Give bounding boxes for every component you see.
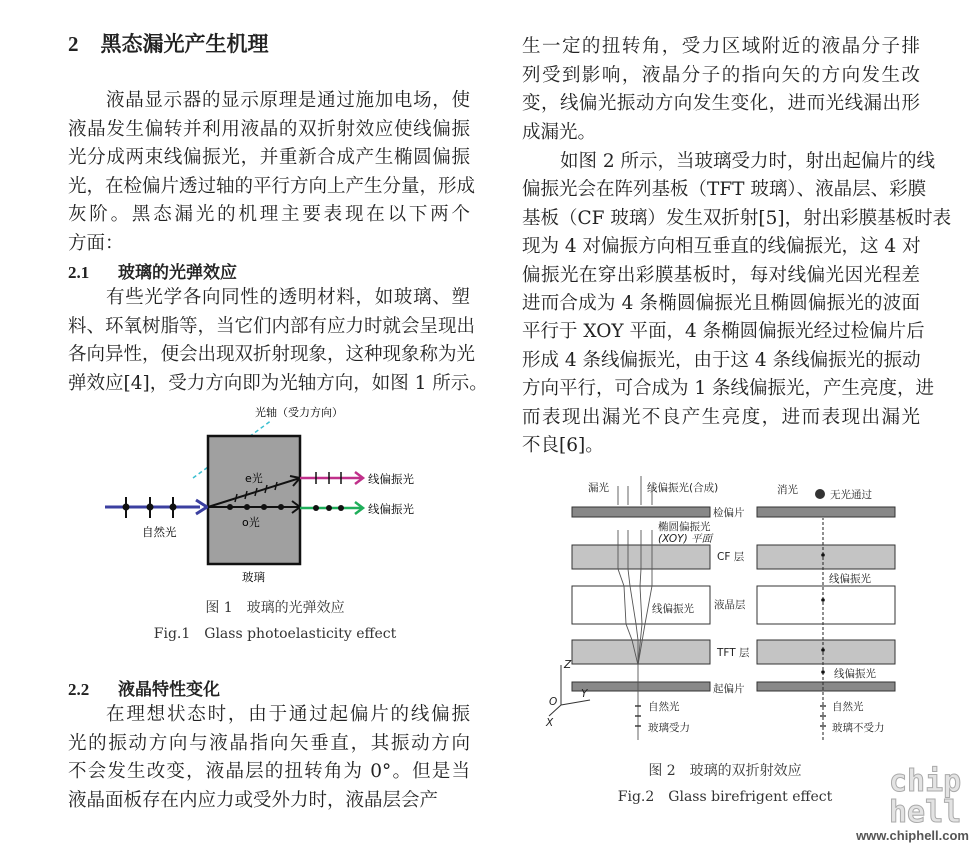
tft-layer-right	[757, 640, 895, 664]
text-line: 液晶面板存在内应力或受外力时，液晶层会产	[68, 790, 439, 812]
text-line: 现为 4 对偏振方向相互垂直的线偏振光，这 4 对	[522, 236, 921, 258]
glass-label: 玻璃	[242, 570, 265, 584]
no-light-dot	[815, 489, 825, 499]
text-line: 光分成两束线偏振光，并重新合成产生椭圆偏振	[68, 147, 470, 168]
cf-label: CF 层	[717, 551, 745, 563]
text-line: 不会发生改变，液晶层的扭转角为 0°。但是当	[68, 761, 470, 783]
axis-y-label: Y	[581, 688, 588, 700]
text-line: 进而合成为 4 条椭圆偏振光且椭圆偏振光的波面	[522, 293, 920, 314]
text-line: 形成 4 条线偏振光，由于这 4 条线偏振光的振动	[522, 349, 921, 371]
elliptical-label: 椭圆偏振光	[658, 521, 711, 533]
text-line: 有些光学各向同性的透明材料，如玻璃、塑	[106, 287, 470, 308]
unstressed-label: 玻璃不受力	[832, 722, 885, 734]
output-label-2: 线偏振光	[368, 502, 414, 516]
natural-light-label: 自然光	[142, 525, 177, 539]
figure-1-diagram	[95, 398, 455, 593]
text-line: 平行于 XOY 平面，4 条椭圆偏振光经过检偏片后	[522, 321, 925, 343]
text-line: 弹效应[4]，受力方向即为光轴方向，如图 1 所示。	[68, 372, 488, 394]
section-heading: 2 黑态漏光产生机理	[68, 32, 269, 56]
watermark	[844, 766, 969, 843]
text-line: 列受到影响，液晶分子的指向矢的方向发生改	[522, 64, 920, 86]
combined-label: 线偏振光(合成)	[647, 482, 719, 494]
axis-o-label: O	[549, 696, 558, 708]
watermark-url: www.chiphell.com	[856, 828, 969, 843]
figure-1-caption-cn: 图 1 玻璃的光弹效应	[205, 600, 345, 616]
polarizer-right	[757, 682, 895, 691]
glass-block	[208, 436, 300, 564]
subsection-2-1-heading: 2.1 玻璃的光弹效应	[68, 263, 237, 283]
text-line: 成漏光。	[522, 122, 597, 144]
figure-2-caption-en: Fig.2 Glass birefrigent effect	[617, 789, 833, 805]
natural-right-label: 自然光	[832, 701, 864, 713]
text-line: 在理想状态时，由于通过起偏片的线偏振	[106, 704, 470, 725]
text-line: 变，线偏光振动方向发生变化，进而光线漏出形	[522, 93, 920, 115]
watermark-logo: chip hell	[889, 764, 962, 830]
e-ray-label: e光	[245, 472, 263, 485]
text-line: 方向平行，可合成为 1 条线偏振光，产生亮度，进	[522, 378, 935, 400]
extinct-label: 消光	[777, 484, 798, 496]
text-line: 液晶发生偏转并利用液晶的双折射效应使线偏振	[68, 118, 470, 140]
polarizer-left	[572, 682, 710, 691]
text-line: 料、环氧树脂等，当它们内部有应力时就会呈现出	[68, 315, 476, 337]
leak-label: 漏光	[588, 482, 609, 494]
o-ray-label: o光	[242, 516, 260, 529]
axis-x-label: X	[546, 717, 554, 729]
analyzer-label: 检偏片	[713, 507, 745, 519]
text-line: 光的振动方向与液晶指向矢垂直，其振动方向	[68, 732, 470, 754]
linear-right-label-2: 线偏振光	[834, 668, 876, 680]
text-line: 各向异性，便会出现双折射现象，这种现象称为光	[68, 344, 476, 365]
output-label-1: 线偏振光	[368, 472, 414, 486]
analyzer-right	[757, 507, 895, 517]
tft-layer-left	[572, 640, 710, 664]
text-line: 偏振光会在阵列基板（TFT 玻璃）、液晶层、彩膜	[522, 179, 927, 201]
subsection-2-2-heading: 2.2 液晶特性变化	[68, 680, 220, 700]
text-line: 方面：	[68, 232, 124, 254]
lc-layer-right	[757, 586, 895, 624]
stressed-label: 玻璃受力	[648, 722, 690, 734]
text-line: 生一定的扭转角，受力区域附近的液晶分子排	[522, 36, 920, 57]
figure-2-diagram	[535, 470, 915, 750]
text-line: 液晶显示器的显示原理是通过施加电场，使	[106, 90, 470, 111]
figure-2-caption-cn: 图 2 玻璃的双折射效应	[648, 763, 802, 779]
polarizer-label: 起偏片	[713, 683, 745, 695]
text-line: 不良[6]。	[522, 435, 604, 456]
axis-z-label: Z	[564, 659, 572, 671]
linear-left-label: 线偏振光	[652, 603, 694, 615]
text-line: 偏振光在穿出彩膜基板时，每对线偏光因光程差	[522, 264, 920, 286]
lc-label: 液晶层	[714, 599, 746, 611]
text-line: 而表现出漏光不良产生亮度，进而表现出漏光	[522, 406, 920, 428]
natural-left-label: 自然光	[648, 701, 680, 713]
figure-1-caption-en: Fig.1 Glass photoelasticity effect	[153, 626, 397, 642]
tft-label: TFT 层	[717, 647, 750, 659]
text-line: 灰阶。黑态漏光的机理主要表现在以下两个	[68, 204, 470, 225]
optic-axis-label: 光轴（受力方向）	[255, 406, 343, 419]
xoy-label: (XOY) 平面	[658, 533, 713, 545]
text-line: 如图 2 所示，当玻璃受力时，射出起偏片的线	[560, 151, 936, 172]
cf-layer-right	[757, 545, 895, 569]
text-line: 光，在检偏片透过轴的平行方向上产生分量，形成	[68, 175, 476, 197]
linear-right-label-1: 线偏振光	[829, 573, 871, 585]
analyzer-left	[572, 507, 710, 517]
text-line: 基板（CF 玻璃）发生双折射[5]，射出彩膜基板时表	[522, 207, 952, 229]
no-light-label: 无光通过	[830, 489, 872, 501]
